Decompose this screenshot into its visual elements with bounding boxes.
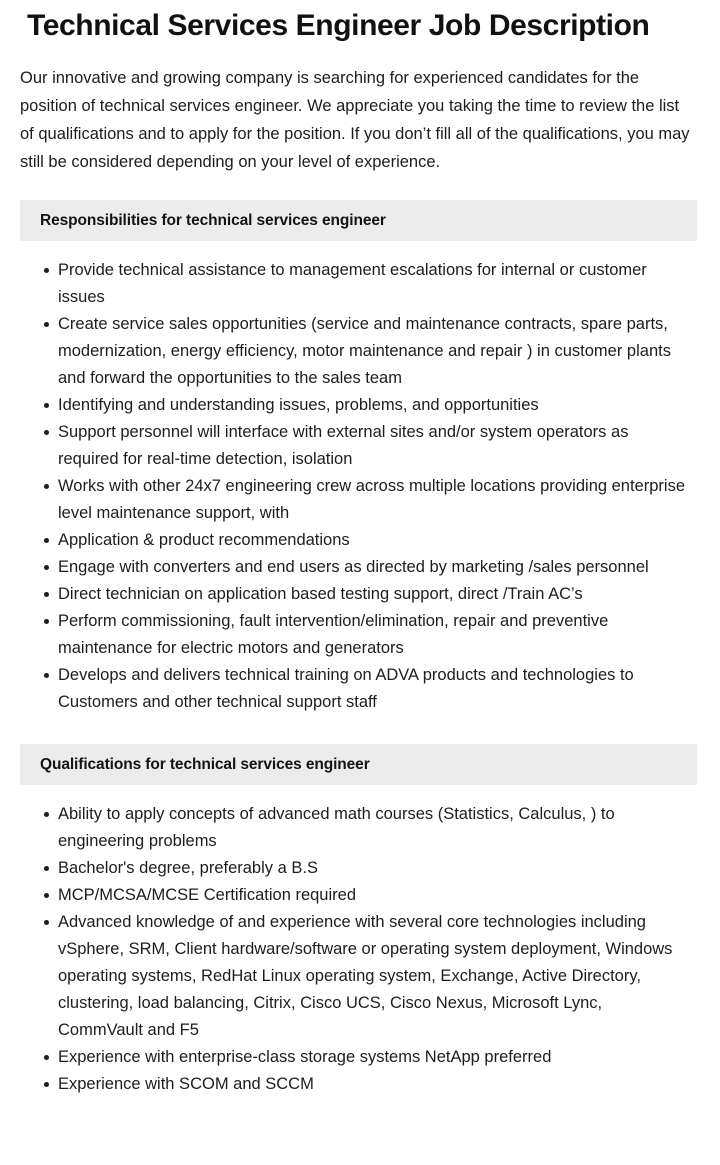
section-heading-label: Responsibilities for technical services engineer [40,211,386,229]
section-header-responsibilities [20,200,697,241]
list-item: Application & product recommendations [58,527,690,554]
list-item: Experience with SCOM and SCCM [58,1071,690,1098]
list-item: Identifying and understanding issues, problems, and opportunities [58,392,690,419]
list-item: Engage with converters and end users as directed by marketing /sales personnel [58,554,690,581]
list-item: Bachelor's degree, preferably a B.S [58,855,690,882]
intro-paragraph: Our innovative and growing company is searching for experienced candidates for the position of technical services engineer. We appreciate you taking the time to review the list of qualifications and to apply for the position. If you don’t fill all of the qualifications, you may still be considered depending on your level of experience. [20,69,690,171]
list-item: Create service sales opportunities (service and maintenance contracts, spare parts, modernization, energy efficiency, motor maintenance and repair ) in customer plants and forward the opportunities to the sales team [58,311,690,392]
list-item: Support personnel will interface with external sites and/or system operators as required for real-time detection, isolation [58,419,690,473]
list-item: Develops and delivers technical training on ADVA products and technologies to Customers and other technical support staff [58,662,690,716]
responsibilities-list [0,257,720,716]
list-item: Works with other 24x7 engineering crew across multiple locations providing enterprise level maintenance support, with [58,473,690,527]
bottom-spacer [0,1098,720,1128]
section-responsibilities [0,200,720,716]
list-item: MCP/MCSA/MCSE Certification required [58,882,690,909]
list-item: Provide technical assistance to management escalations for internal or customer issues [58,257,690,311]
page-title: Technical Services Engineer Job Description [27,9,650,42]
qualifications-list [0,801,720,1098]
section-heading-label: Qualifications for technical services engineer [40,755,370,773]
list-item: Ability to apply concepts of advanced math courses (Statistics, Calculus, ) to engineering problems [58,801,690,855]
section-header-qualifications [20,744,697,785]
section-qualifications [0,744,720,1098]
list-item: Experience with enterprise-class storage systems NetApp preferred [58,1044,690,1071]
list-item: Direct technician on application based testing support, direct /Train AC’s [58,581,690,608]
list-item: Perform commissioning, fault intervention/elimination, repair and preventive maintenance for electric motors and generators [58,608,690,662]
list-item: Advanced knowledge of and experience with several core technologies including vSphere, SRM, Client hardware/software or operating system deployment, Windows operating systems, RedHat Linux operating system, Exchange, Active Directory, clustering, load balancing, Citrix, Cisco UCS, Cisco Nexus, Microsoft Lync, CommVault and F5 [58,909,690,1044]
